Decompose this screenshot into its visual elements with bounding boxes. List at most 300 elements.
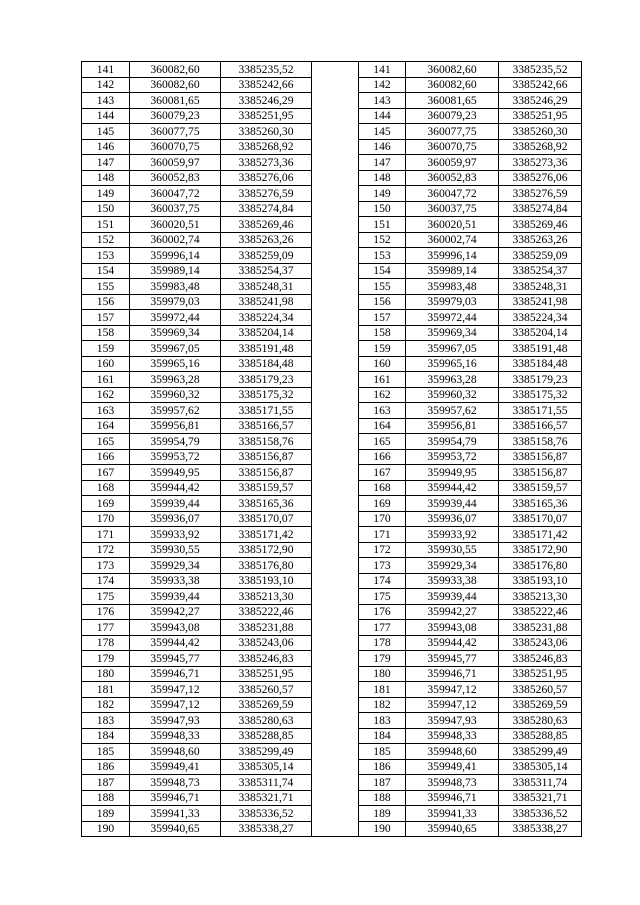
right-x-coordinate-cell: 360070,75 — [406, 139, 499, 155]
left-y-coordinate-cell: 3385243,06 — [221, 635, 312, 651]
right-point-number-cell: 178 — [359, 635, 406, 651]
left-y-coordinate-cell: 3385276,06 — [221, 170, 312, 186]
left-y-coordinate-cell: 3385251,95 — [221, 666, 312, 682]
left-y-coordinate-cell: 3385231,88 — [221, 620, 312, 636]
right-x-coordinate-cell: 359967,05 — [406, 341, 499, 357]
right-x-coordinate-cell: 359948,73 — [406, 775, 499, 791]
right-x-coordinate-cell: 359989,14 — [406, 263, 499, 279]
right-x-coordinate-cell: 359972,44 — [406, 310, 499, 326]
right-y-coordinate-cell: 3385191,48 — [499, 341, 582, 357]
coordinate-table-page — [81, 61, 581, 837]
left-y-coordinate-cell: 3385222,46 — [221, 604, 312, 620]
left-x-coordinate-cell: 359930,55 — [130, 542, 221, 558]
right-point-number-cell: 165 — [359, 434, 406, 450]
right-point-number-cell: 157 — [359, 310, 406, 326]
left-point-number-cell: 170 — [82, 511, 130, 527]
table-row — [82, 697, 582, 713]
left-point-number-cell: 189 — [82, 806, 130, 822]
left-x-coordinate-cell: 359944,42 — [130, 480, 221, 496]
left-point-number-cell: 144 — [82, 108, 130, 124]
right-y-coordinate-cell: 3385269,46 — [499, 217, 582, 233]
right-x-coordinate-cell: 359957,62 — [406, 403, 499, 419]
left-point-number-cell: 145 — [82, 124, 130, 140]
column-gap — [312, 403, 359, 419]
table-row — [82, 170, 582, 186]
table-row — [82, 341, 582, 357]
right-point-number-cell: 164 — [359, 418, 406, 434]
left-point-number-cell: 173 — [82, 558, 130, 574]
right-x-coordinate-cell: 359929,34 — [406, 558, 499, 574]
right-point-number-cell: 168 — [359, 480, 406, 496]
right-y-coordinate-cell: 3385224,34 — [499, 310, 582, 326]
right-x-coordinate-cell: 359954,79 — [406, 434, 499, 450]
table-row — [82, 372, 582, 388]
left-y-coordinate-cell: 3385166,57 — [221, 418, 312, 434]
right-point-number-cell: 167 — [359, 465, 406, 481]
left-y-coordinate-cell: 3385336,52 — [221, 806, 312, 822]
right-point-number-cell: 146 — [359, 139, 406, 155]
right-point-number-cell: 173 — [359, 558, 406, 574]
column-gap — [312, 108, 359, 124]
right-x-coordinate-cell: 359956,81 — [406, 418, 499, 434]
left-x-coordinate-cell: 359954,79 — [130, 434, 221, 450]
table-row — [82, 759, 582, 775]
table-row — [82, 186, 582, 202]
right-point-number-cell: 182 — [359, 697, 406, 713]
column-gap — [312, 434, 359, 450]
left-point-number-cell: 183 — [82, 713, 130, 729]
left-x-coordinate-cell: 359929,34 — [130, 558, 221, 574]
right-y-coordinate-cell: 3385171,42 — [499, 527, 582, 543]
right-point-number-cell: 179 — [359, 651, 406, 667]
left-y-coordinate-cell: 3385213,30 — [221, 589, 312, 605]
left-y-coordinate-cell: 3385191,48 — [221, 341, 312, 357]
right-point-number-cell: 159 — [359, 341, 406, 357]
right-x-coordinate-cell: 360002,74 — [406, 232, 499, 248]
left-x-coordinate-cell: 359957,62 — [130, 403, 221, 419]
left-x-coordinate-cell: 359996,14 — [130, 248, 221, 264]
table-row — [82, 279, 582, 295]
left-x-coordinate-cell: 360052,83 — [130, 170, 221, 186]
left-point-number-cell: 160 — [82, 356, 130, 372]
left-point-number-cell: 182 — [82, 697, 130, 713]
table-row — [82, 651, 582, 667]
column-gap — [312, 170, 359, 186]
left-y-coordinate-cell: 3385269,46 — [221, 217, 312, 233]
table-row — [82, 387, 582, 403]
right-x-coordinate-cell: 359946,71 — [406, 790, 499, 806]
left-y-coordinate-cell: 3385269,59 — [221, 697, 312, 713]
left-x-coordinate-cell: 359960,32 — [130, 387, 221, 403]
left-x-coordinate-cell: 359965,16 — [130, 356, 221, 372]
left-x-coordinate-cell: 359967,05 — [130, 341, 221, 357]
left-x-coordinate-cell: 360047,72 — [130, 186, 221, 202]
left-y-coordinate-cell: 3385158,76 — [221, 434, 312, 450]
table-row — [82, 263, 582, 279]
left-point-number-cell: 149 — [82, 186, 130, 202]
left-point-number-cell: 147 — [82, 155, 130, 171]
table-row — [82, 775, 582, 791]
table-row — [82, 573, 582, 589]
table-row — [82, 434, 582, 450]
left-point-number-cell: 164 — [82, 418, 130, 434]
left-x-coordinate-cell: 359939,44 — [130, 589, 221, 605]
left-point-number-cell: 167 — [82, 465, 130, 481]
column-gap — [312, 666, 359, 682]
left-y-coordinate-cell: 3385224,34 — [221, 310, 312, 326]
left-y-coordinate-cell: 3385288,85 — [221, 728, 312, 744]
right-x-coordinate-cell: 359965,16 — [406, 356, 499, 372]
right-y-coordinate-cell: 3385274,84 — [499, 201, 582, 217]
right-point-number-cell: 155 — [359, 279, 406, 295]
right-point-number-cell: 156 — [359, 294, 406, 310]
column-gap — [312, 263, 359, 279]
right-y-coordinate-cell: 3385204,14 — [499, 325, 582, 341]
left-x-coordinate-cell: 360077,75 — [130, 124, 221, 140]
left-point-number-cell: 171 — [82, 527, 130, 543]
left-y-coordinate-cell: 3385179,23 — [221, 372, 312, 388]
left-point-number-cell: 148 — [82, 170, 130, 186]
right-point-number-cell: 143 — [359, 93, 406, 109]
right-x-coordinate-cell: 359945,77 — [406, 651, 499, 667]
right-x-coordinate-cell: 359948,60 — [406, 744, 499, 760]
column-gap — [312, 821, 359, 837]
left-y-coordinate-cell: 3385165,36 — [221, 496, 312, 512]
left-y-coordinate-cell: 3385260,30 — [221, 124, 312, 140]
column-gap — [312, 620, 359, 636]
column-gap — [312, 356, 359, 372]
right-y-coordinate-cell: 3385231,88 — [499, 620, 582, 636]
right-point-number-cell: 174 — [359, 573, 406, 589]
column-gap — [312, 589, 359, 605]
right-point-number-cell: 158 — [359, 325, 406, 341]
right-x-coordinate-cell: 359940,65 — [406, 821, 499, 837]
left-point-number-cell: 188 — [82, 790, 130, 806]
table-row — [82, 713, 582, 729]
left-x-coordinate-cell: 359948,33 — [130, 728, 221, 744]
column-gap — [312, 124, 359, 140]
left-y-coordinate-cell: 3385254,37 — [221, 263, 312, 279]
right-y-coordinate-cell: 3385259,09 — [499, 248, 582, 264]
left-x-coordinate-cell: 359947,12 — [130, 682, 221, 698]
column-gap — [312, 511, 359, 527]
table-row — [82, 558, 582, 574]
left-point-number-cell: 159 — [82, 341, 130, 357]
right-point-number-cell: 151 — [359, 217, 406, 233]
left-y-coordinate-cell: 3385156,87 — [221, 449, 312, 465]
table-row — [82, 310, 582, 326]
left-point-number-cell: 151 — [82, 217, 130, 233]
left-point-number-cell: 185 — [82, 744, 130, 760]
right-y-coordinate-cell: 3385280,63 — [499, 713, 582, 729]
left-y-coordinate-cell: 3385242,66 — [221, 77, 312, 93]
right-y-coordinate-cell: 3385165,36 — [499, 496, 582, 512]
right-x-coordinate-cell: 359983,48 — [406, 279, 499, 295]
right-y-coordinate-cell: 3385242,66 — [499, 77, 582, 93]
right-y-coordinate-cell: 3385222,46 — [499, 604, 582, 620]
right-y-coordinate-cell: 3385235,52 — [499, 62, 582, 78]
right-x-coordinate-cell: 359942,27 — [406, 604, 499, 620]
right-y-coordinate-cell: 3385176,80 — [499, 558, 582, 574]
right-y-coordinate-cell: 3385170,07 — [499, 511, 582, 527]
right-x-coordinate-cell: 359947,12 — [406, 682, 499, 698]
right-point-number-cell: 162 — [359, 387, 406, 403]
table-row — [82, 744, 582, 760]
left-x-coordinate-cell: 359949,41 — [130, 759, 221, 775]
right-x-coordinate-cell: 360052,83 — [406, 170, 499, 186]
left-y-coordinate-cell: 3385305,14 — [221, 759, 312, 775]
column-gap — [312, 372, 359, 388]
left-x-coordinate-cell: 359948,73 — [130, 775, 221, 791]
left-x-coordinate-cell: 359983,48 — [130, 279, 221, 295]
right-x-coordinate-cell: 359941,33 — [406, 806, 499, 822]
left-y-coordinate-cell: 3385175,32 — [221, 387, 312, 403]
left-point-number-cell: 154 — [82, 263, 130, 279]
right-x-coordinate-cell: 359969,34 — [406, 325, 499, 341]
right-point-number-cell: 163 — [359, 403, 406, 419]
left-x-coordinate-cell: 359948,60 — [130, 744, 221, 760]
table-row — [82, 155, 582, 171]
left-point-number-cell: 174 — [82, 573, 130, 589]
left-point-number-cell: 172 — [82, 542, 130, 558]
table-row — [82, 480, 582, 496]
table-row — [82, 821, 582, 837]
left-point-number-cell: 166 — [82, 449, 130, 465]
left-y-coordinate-cell: 3385263,26 — [221, 232, 312, 248]
left-x-coordinate-cell: 360020,51 — [130, 217, 221, 233]
right-point-number-cell: 144 — [359, 108, 406, 124]
table-row — [82, 294, 582, 310]
table-row — [82, 108, 582, 124]
right-x-coordinate-cell: 359949,95 — [406, 465, 499, 481]
right-x-coordinate-cell: 359996,14 — [406, 248, 499, 264]
right-point-number-cell: 149 — [359, 186, 406, 202]
table-row — [82, 217, 582, 233]
table-row — [82, 790, 582, 806]
left-point-number-cell: 176 — [82, 604, 130, 620]
right-y-coordinate-cell: 3385159,57 — [499, 480, 582, 496]
right-x-coordinate-cell: 359936,07 — [406, 511, 499, 527]
left-x-coordinate-cell: 359972,44 — [130, 310, 221, 326]
right-y-coordinate-cell: 3385156,87 — [499, 449, 582, 465]
column-gap — [312, 573, 359, 589]
right-y-coordinate-cell: 3385193,10 — [499, 573, 582, 589]
left-point-number-cell: 186 — [82, 759, 130, 775]
right-y-coordinate-cell: 3385184,48 — [499, 356, 582, 372]
table-row — [82, 77, 582, 93]
right-point-number-cell: 185 — [359, 744, 406, 760]
left-y-coordinate-cell: 3385273,36 — [221, 155, 312, 171]
right-y-coordinate-cell: 3385156,87 — [499, 465, 582, 481]
column-gap — [312, 480, 359, 496]
left-x-coordinate-cell: 359942,27 — [130, 604, 221, 620]
right-x-coordinate-cell: 360082,60 — [406, 77, 499, 93]
right-point-number-cell: 181 — [359, 682, 406, 698]
right-y-coordinate-cell: 3385243,06 — [499, 635, 582, 651]
left-x-coordinate-cell: 360002,74 — [130, 232, 221, 248]
left-point-number-cell: 190 — [82, 821, 130, 837]
left-point-number-cell: 157 — [82, 310, 130, 326]
left-y-coordinate-cell: 3385248,31 — [221, 279, 312, 295]
right-point-number-cell: 153 — [359, 248, 406, 264]
left-y-coordinate-cell: 3385338,27 — [221, 821, 312, 837]
right-point-number-cell: 150 — [359, 201, 406, 217]
left-x-coordinate-cell: 359943,08 — [130, 620, 221, 636]
column-gap — [312, 542, 359, 558]
right-y-coordinate-cell: 3385273,36 — [499, 155, 582, 171]
left-point-number-cell: 177 — [82, 620, 130, 636]
right-y-coordinate-cell: 3385251,95 — [499, 666, 582, 682]
table-row — [82, 232, 582, 248]
left-point-number-cell: 162 — [82, 387, 130, 403]
right-point-number-cell: 188 — [359, 790, 406, 806]
table-row — [82, 465, 582, 481]
left-point-number-cell: 158 — [82, 325, 130, 341]
right-y-coordinate-cell: 3385158,76 — [499, 434, 582, 450]
column-gap — [312, 232, 359, 248]
right-point-number-cell: 154 — [359, 263, 406, 279]
right-x-coordinate-cell: 359930,55 — [406, 542, 499, 558]
left-x-coordinate-cell: 359947,12 — [130, 697, 221, 713]
left-point-number-cell: 150 — [82, 201, 130, 217]
column-gap — [312, 62, 359, 78]
right-x-coordinate-cell: 359953,72 — [406, 449, 499, 465]
left-x-coordinate-cell: 359989,14 — [130, 263, 221, 279]
left-x-coordinate-cell: 360082,60 — [130, 77, 221, 93]
left-x-coordinate-cell: 360079,23 — [130, 108, 221, 124]
right-point-number-cell: 175 — [359, 589, 406, 605]
left-point-number-cell: 179 — [82, 651, 130, 667]
left-y-coordinate-cell: 3385251,95 — [221, 108, 312, 124]
left-x-coordinate-cell: 359947,93 — [130, 713, 221, 729]
right-x-coordinate-cell: 360037,75 — [406, 201, 499, 217]
left-x-coordinate-cell: 360082,60 — [130, 62, 221, 78]
left-y-coordinate-cell: 3385299,49 — [221, 744, 312, 760]
left-y-coordinate-cell: 3385274,84 — [221, 201, 312, 217]
column-gap — [312, 496, 359, 512]
right-x-coordinate-cell: 359947,12 — [406, 697, 499, 713]
column-gap — [312, 341, 359, 357]
left-y-coordinate-cell: 3385241,98 — [221, 294, 312, 310]
table-row — [82, 589, 582, 605]
left-point-number-cell: 169 — [82, 496, 130, 512]
right-x-coordinate-cell: 359939,44 — [406, 589, 499, 605]
left-y-coordinate-cell: 3385159,57 — [221, 480, 312, 496]
left-x-coordinate-cell: 360059,97 — [130, 155, 221, 171]
right-point-number-cell: 189 — [359, 806, 406, 822]
table-row — [82, 449, 582, 465]
left-x-coordinate-cell: 360037,75 — [130, 201, 221, 217]
right-y-coordinate-cell: 3385268,92 — [499, 139, 582, 155]
left-y-coordinate-cell: 3385276,59 — [221, 186, 312, 202]
right-y-coordinate-cell: 3385263,26 — [499, 232, 582, 248]
column-gap — [312, 310, 359, 326]
left-point-number-cell: 181 — [82, 682, 130, 698]
right-y-coordinate-cell: 3385269,59 — [499, 697, 582, 713]
left-point-number-cell: 168 — [82, 480, 130, 496]
left-y-coordinate-cell: 3385280,63 — [221, 713, 312, 729]
table-row — [82, 604, 582, 620]
right-point-number-cell: 142 — [359, 77, 406, 93]
right-point-number-cell: 148 — [359, 170, 406, 186]
right-point-number-cell: 166 — [359, 449, 406, 465]
right-x-coordinate-cell: 359960,32 — [406, 387, 499, 403]
left-x-coordinate-cell: 359936,07 — [130, 511, 221, 527]
coordinate-table — [81, 61, 582, 837]
right-point-number-cell: 170 — [359, 511, 406, 527]
left-point-number-cell: 165 — [82, 434, 130, 450]
column-gap — [312, 713, 359, 729]
left-x-coordinate-cell: 359939,44 — [130, 496, 221, 512]
column-gap — [312, 697, 359, 713]
right-y-coordinate-cell: 3385338,27 — [499, 821, 582, 837]
table-row — [82, 325, 582, 341]
left-y-coordinate-cell: 3385321,71 — [221, 790, 312, 806]
left-x-coordinate-cell: 359963,28 — [130, 372, 221, 388]
right-point-number-cell: 152 — [359, 232, 406, 248]
right-x-coordinate-cell: 359933,92 — [406, 527, 499, 543]
table-row — [82, 806, 582, 822]
right-x-coordinate-cell: 359944,42 — [406, 635, 499, 651]
left-point-number-cell: 141 — [82, 62, 130, 78]
left-point-number-cell: 180 — [82, 666, 130, 682]
left-x-coordinate-cell: 359949,95 — [130, 465, 221, 481]
column-gap — [312, 775, 359, 791]
column-gap — [312, 77, 359, 93]
column-gap — [312, 279, 359, 295]
right-y-coordinate-cell: 3385321,71 — [499, 790, 582, 806]
right-y-coordinate-cell: 3385260,57 — [499, 682, 582, 698]
left-x-coordinate-cell: 359945,77 — [130, 651, 221, 667]
left-y-coordinate-cell: 3385246,83 — [221, 651, 312, 667]
column-gap — [312, 806, 359, 822]
right-y-coordinate-cell: 3385166,57 — [499, 418, 582, 434]
left-point-number-cell: 146 — [82, 139, 130, 155]
table-row — [82, 93, 582, 109]
column-gap — [312, 217, 359, 233]
left-y-coordinate-cell: 3385235,52 — [221, 62, 312, 78]
right-x-coordinate-cell: 360081,65 — [406, 93, 499, 109]
left-x-coordinate-cell: 359946,71 — [130, 790, 221, 806]
column-gap — [312, 294, 359, 310]
right-y-coordinate-cell: 3385254,37 — [499, 263, 582, 279]
left-x-coordinate-cell: 360070,75 — [130, 139, 221, 155]
right-x-coordinate-cell: 359939,44 — [406, 496, 499, 512]
right-y-coordinate-cell: 3385305,14 — [499, 759, 582, 775]
column-gap — [312, 651, 359, 667]
left-y-coordinate-cell: 3385176,80 — [221, 558, 312, 574]
left-point-number-cell: 163 — [82, 403, 130, 419]
column-gap — [312, 449, 359, 465]
right-y-coordinate-cell: 3385248,31 — [499, 279, 582, 295]
left-point-number-cell: 187 — [82, 775, 130, 791]
left-point-number-cell: 143 — [82, 93, 130, 109]
left-y-coordinate-cell: 3385268,92 — [221, 139, 312, 155]
column-gap — [312, 465, 359, 481]
right-x-coordinate-cell: 360079,23 — [406, 108, 499, 124]
left-x-coordinate-cell: 359941,33 — [130, 806, 221, 822]
right-point-number-cell: 147 — [359, 155, 406, 171]
right-x-coordinate-cell: 360077,75 — [406, 124, 499, 140]
right-x-coordinate-cell: 360047,72 — [406, 186, 499, 202]
right-x-coordinate-cell: 359979,03 — [406, 294, 499, 310]
column-gap — [312, 558, 359, 574]
right-point-number-cell: 187 — [359, 775, 406, 791]
coordinate-table-body — [82, 62, 582, 837]
left-point-number-cell: 153 — [82, 248, 130, 264]
left-point-number-cell: 175 — [82, 589, 130, 605]
left-y-coordinate-cell: 3385170,07 — [221, 511, 312, 527]
